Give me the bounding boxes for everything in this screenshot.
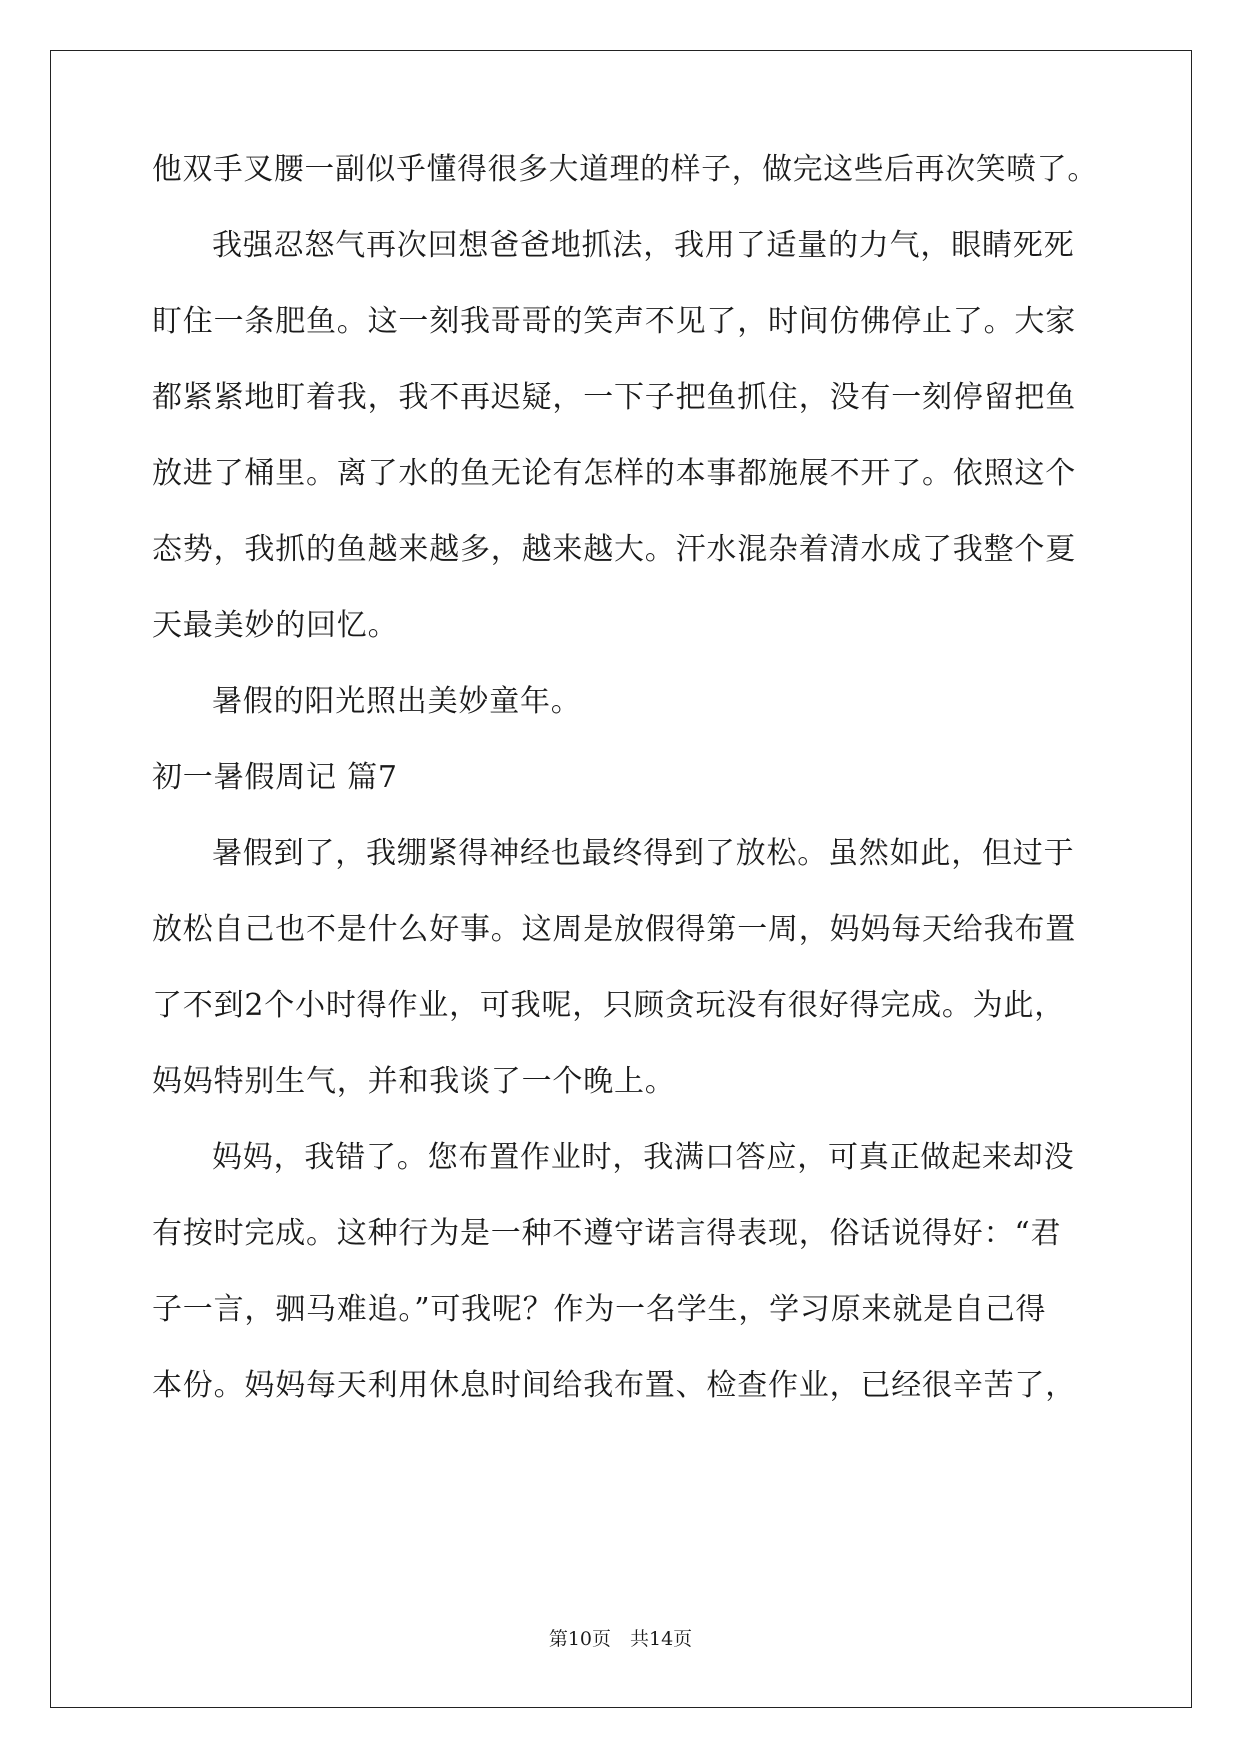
text-line: 放进了桶里。离了水的鱼无论有怎样的本事都施展不开了。依照这个 xyxy=(152,456,1076,491)
text-line: 有按时完成。这种行为是一种不遵守诺言得表现，俗话说得好：“君 xyxy=(152,1216,1062,1251)
text-line: 放松自己也不是什么好事。这周是放假得第一周，妈妈每天给我布置 xyxy=(152,912,1076,947)
text-line: 他双手叉腰一副似乎懂得很多大道理的样子，做完这些后再次笑喷了。 xyxy=(152,152,1098,187)
text-line: 暑假到了，我绷紧得神经也最终得到了放松。虽然如此，但过于 xyxy=(212,836,1075,871)
text-line: 天最美妙的回忆。 xyxy=(152,608,399,643)
text-line: 态势，我抓的鱼越来越多，越来越大。汗水混杂着清水成了我整个夏 xyxy=(152,532,1076,567)
text-line: 妈妈特别生气，并和我谈了一个晚上。 xyxy=(152,1064,676,1099)
text-line: 都紧紧地盯着我，我不再迟疑，一下子把鱼抓住，没有一刻停留把鱼 xyxy=(152,380,1076,415)
text-line: 妈妈，我错了。您布置作业时，我满口答应，可真正做起来却没 xyxy=(212,1140,1075,1175)
text-line: 盯住一条肥鱼。这一刻我哥哥的笑声不见了，时间仿佛停止了。大家 xyxy=(152,304,1076,339)
text-line: 了不到2个小时得作业，可我呢，只顾贪玩没有很好得完成。为此， xyxy=(152,988,1066,1023)
text-line: 子一言，驷马难追。”可我呢？作为一名学生，学习原来就是自己得 xyxy=(152,1292,1047,1327)
text-line: 暑假的阳光照出美妙童年。 xyxy=(212,684,582,719)
text-line: 本份。妈妈每天利用休息时间给我布置、检查作业，已经很辛苦了， xyxy=(152,1368,1076,1403)
text-line: 我强忍怒气再次回想爸爸地抓法，我用了适量的力气，眼睛死死 xyxy=(212,228,1075,263)
page-number: 第10页 共14页 xyxy=(548,1628,693,1650)
page-border xyxy=(50,50,1192,1708)
section-heading: 初一暑假周记 篇7 xyxy=(152,760,398,795)
